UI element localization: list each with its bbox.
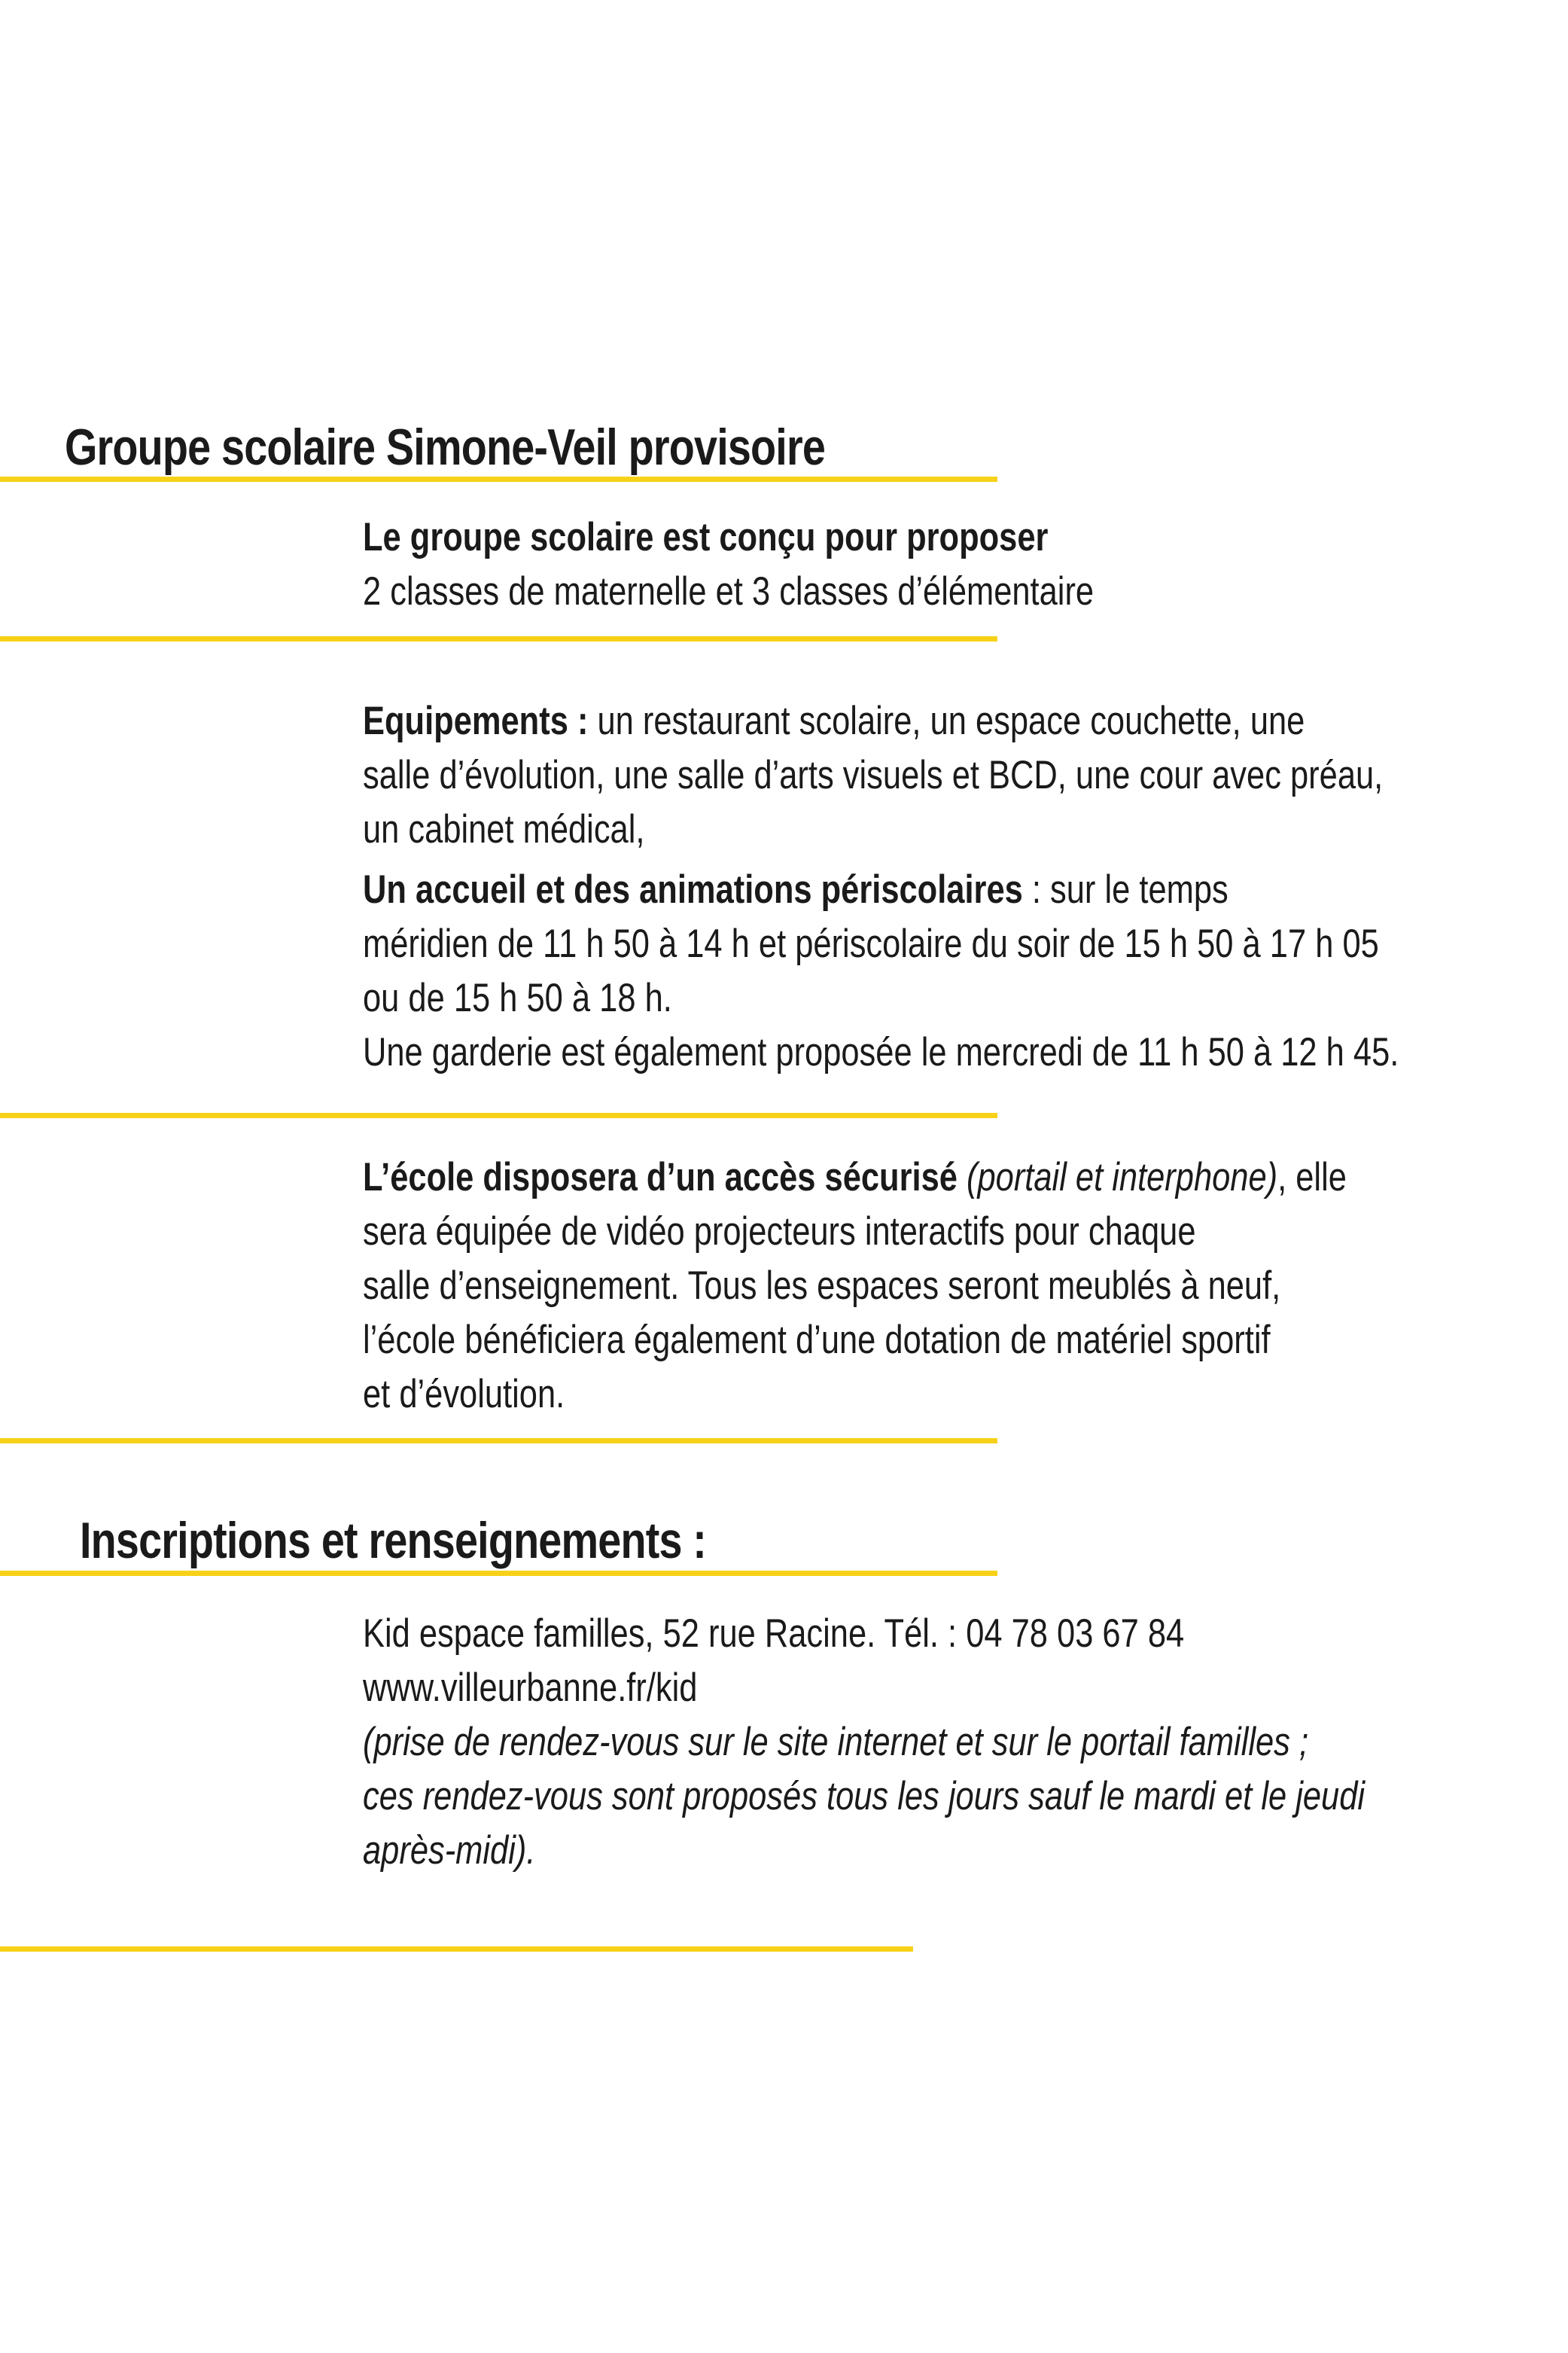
contact-line: Kid espace familles, 52 rue Racine. Tél. : 04 78 03 67 84 — [363, 1611, 1185, 1656]
title-underline — [0, 1571, 997, 1576]
contact-block — [363, 1607, 1366, 1878]
bottom-rule — [0, 1946, 913, 1952]
equipements-label: Equipements : — [363, 699, 589, 743]
accueil-line-2: méridien de 11 h 50 à 14 h et périscolaire du soir de 15 h 50 à 17 h 05 — [363, 922, 1379, 966]
accueil-text-1: : sur le temps — [1022, 867, 1229, 912]
section-title-groupe-scolaire: Groupe scolaire Simone-Veil provisoire — [65, 419, 826, 476]
accueil-line-3: ou de 15 h 50 à 18 h. — [363, 976, 672, 1020]
website-link[interactable]: www.villeurbanne.fr/kid — [363, 1666, 698, 1710]
equipements-text-1: un restaurant scolaire, un espace couchette, une — [588, 699, 1305, 743]
ecole-italic: (portail et interphone) — [957, 1155, 1278, 1199]
ecole-line-5: et d’évolution. — [363, 1372, 565, 1416]
accueil-line-1 — [363, 863, 1350, 917]
intro-block — [363, 511, 1350, 619]
divider-rule — [0, 1113, 997, 1118]
note-line-3: après-midi). — [363, 1828, 536, 1873]
ecole-line-1 — [363, 1151, 1350, 1205]
accueil-label: Un accueil et des animations périscolaires — [363, 867, 1023, 912]
divider-rule — [0, 1438, 997, 1443]
ecole-block — [363, 1151, 1350, 1422]
note-line-1: (prise de rendez-vous sur le site internet et sur le portail familles ; — [363, 1720, 1309, 1764]
equipements-line-1 — [363, 694, 1350, 748]
ecole-label: L’école disposera d’un accès sécurisé — [363, 1155, 958, 1199]
intro-bold: Le groupe scolaire est conçu pour proposer — [363, 515, 1049, 559]
section-title-inscriptions: Inscriptions et renseignements : — [80, 1512, 707, 1569]
equipements-line-2: salle d’évolution, une salle d’arts visuels et BCD, une cour avec préau, — [363, 753, 1384, 797]
equipements-block — [363, 694, 1399, 1080]
ecole-text-1: , elle — [1277, 1155, 1347, 1199]
note-line-2: ces rendez-vous sont proposés tous les jours sauf le mardi et le jeudi — [363, 1774, 1366, 1818]
ecole-line-2: sera équipée de vidéo projecteurs interactifs pour chaque — [363, 1209, 1196, 1254]
ecole-line-3: salle d’enseignement. Tous les espaces seront meublés à neuf, — [363, 1263, 1281, 1308]
equipements-line-3: un cabinet médical, — [363, 807, 645, 852]
ecole-line-4: l’école bénéficiera également d’une dotation de matériel sportif — [363, 1318, 1271, 1362]
intro-text: 2 classes de maternelle et 3 classes d’élémentaire — [363, 569, 1095, 614]
accueil-line-4: Une garderie est également proposée le mercredi de 11 h 50 à 12 h 45. — [363, 1030, 1399, 1074]
divider-rule — [0, 636, 997, 642]
title-underline — [0, 477, 997, 482]
